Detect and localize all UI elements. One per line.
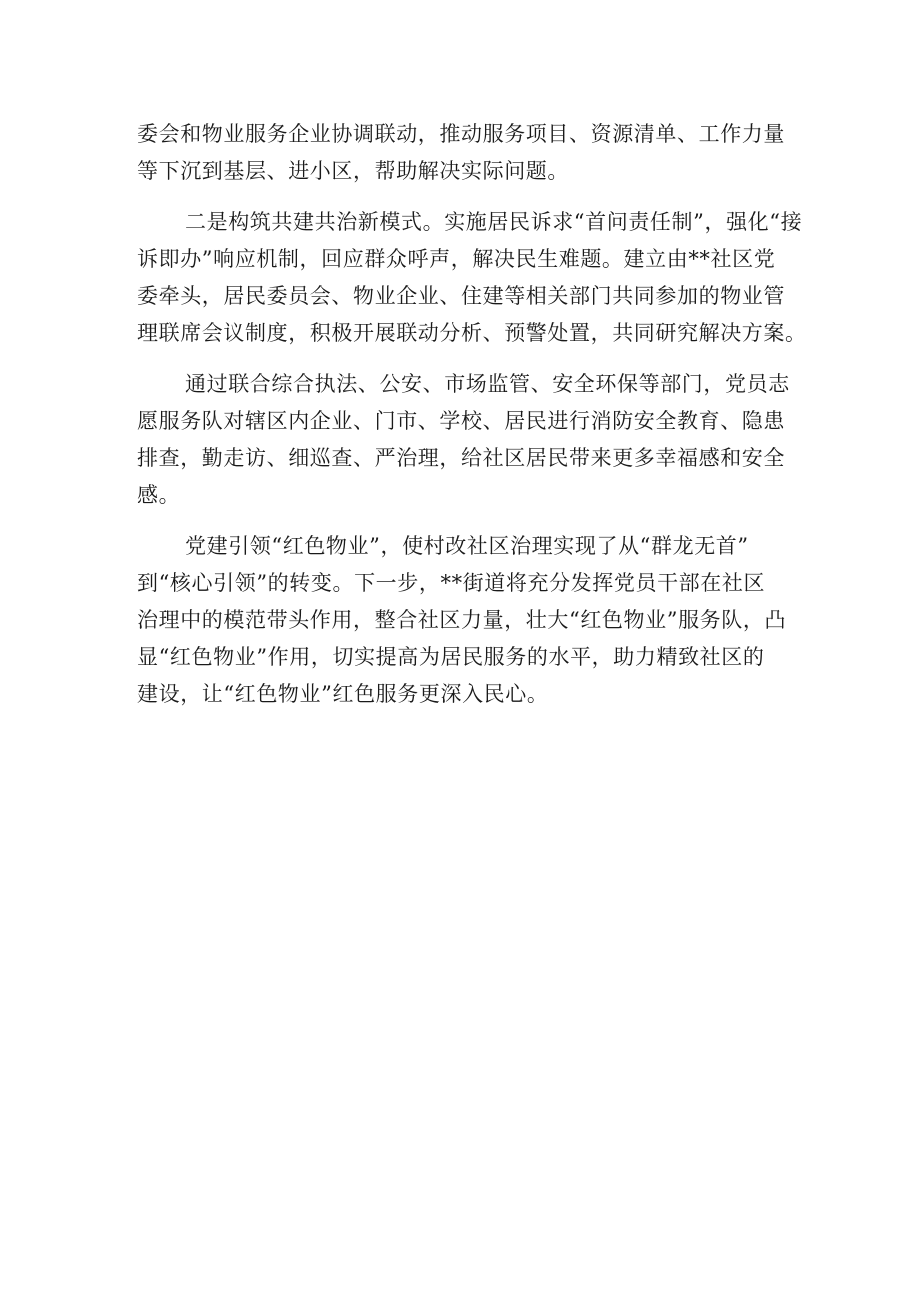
paragraph-line: 建设，让“红色物业”红色服务更深入民心。 <box>137 682 549 706</box>
document-body <box>137 116 807 727</box>
paragraph-line: 党建引领“红色物业”，使村改社区治理实现了从“群龙无首” <box>185 534 749 558</box>
paragraph-line: 显“红色物业”作用，切实提高为居民服务的水平，助力精致社区的 <box>137 645 765 669</box>
paragraph-line: 感。 <box>137 483 181 507</box>
paragraph-line: 委会和物业服务企业协调联动，推动服务项目、资源清单、工作力量 <box>137 122 785 146</box>
paragraph-line: 二是构筑共建共治新模式。实施居民诉求“首问责任制”，强化“接 <box>185 210 803 234</box>
paragraph-line: 理联席会议制度，积极开展联动分析、预警处置，共同研究解决方案。 <box>137 321 807 345</box>
paragraph-line: 诉即办”响应机制，回应群众呼声，解决民生难题。建立由**社区党 <box>137 247 776 271</box>
paragraph-line: 治理中的模范带头作用，整合社区力量，壮大“红色物业”服务队，凸 <box>137 608 787 632</box>
paragraph-3-safety-inspection <box>137 366 791 514</box>
paragraph-line: 等下沉到基层、进小区，帮助解决实际问题。 <box>137 159 569 183</box>
paragraph-1-continuation <box>137 116 791 190</box>
paragraph-line: 愿服务队对辖区内企业、门市、学校、居民进行消防安全教育、隐患 <box>137 409 785 433</box>
paragraph-line: 排查，勤走访、细巡查、严治理，给社区居民带来更多幸福感和安全 <box>137 446 785 470</box>
paragraph-line: 到“核心引领”的转变。下一步，**街道将充分发挥党员干部在社区 <box>137 571 766 595</box>
paragraph-line: 委牵头，居民委员会、物业企业、住建等相关部门共同参加的物业管 <box>137 284 785 308</box>
paragraph-line: 通过联合综合执法、公安、市场监管、安全环保等部门，党员志 <box>185 372 790 396</box>
paragraph-2-co-governance <box>137 204 807 352</box>
paragraph-4-conclusion <box>137 528 791 713</box>
